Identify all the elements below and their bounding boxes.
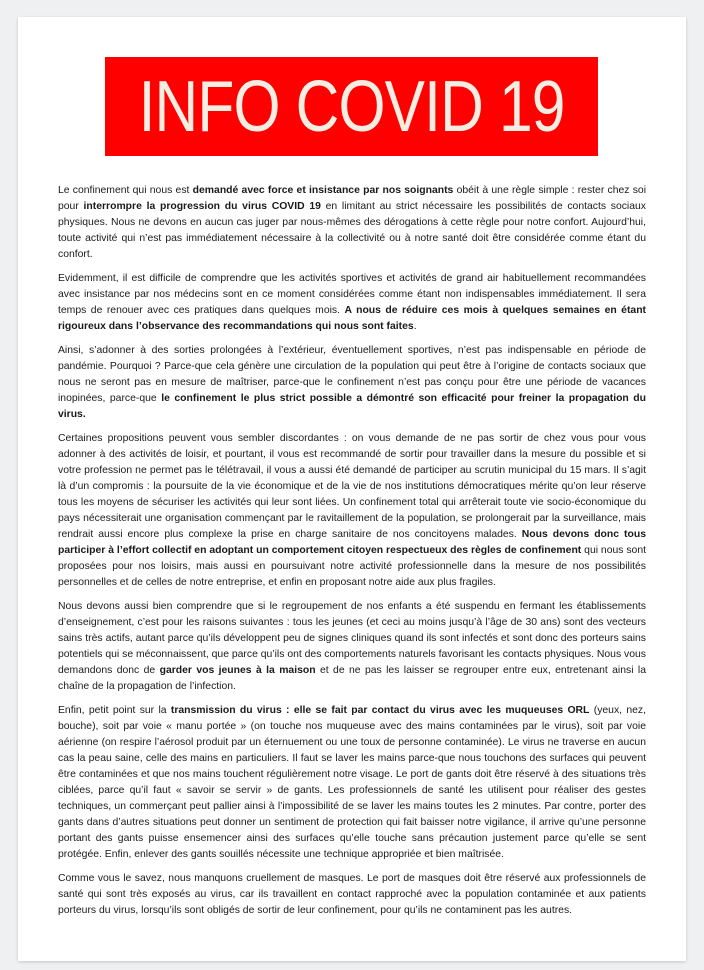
paragraph	[58, 703, 646, 863]
text: Ainsi, s’adonner à des sorties prolongées à l’extérieur, éventuellement sportives, n’est pas indispensable en période de pandémie. Pourquoi ? Parce-que cela génère une circulation de la population qui peut être à l’origine de contacts sociaux que nous ne seront pas en mesure de maîtriser, parce-que le confinement n’est pas conçu pour être une période de vacances inopinées, parce-que	[58, 345, 646, 404]
text: Nous devons aussi bien comprendre que si le regroupement de nos enfants a été suspendu en fermant les établissements d’enseignement, c’est pour les raisons suivantes : tous les jeunes (et ceci au moins jusqu’à l’âge de 30 ans) sont des vecteurs sains très actifs, autant parce qu’ils développent peu de signes cliniques quand ils sont infectés et sont donc des porteurs sains potentiels qui se méconnaissent, que parce qu’ils ont des comportements naturels favorisant les contacts physiques. Nous vous demandons donc de	[58, 601, 646, 676]
text: Evidemment, il est difficile de comprendre que les activités sportives et activités de grand air habituellement recommandées avec insistance par nos médecins sont en ce moment considérées comme étant non indispensables immédiatement. Il sera temps de renouer avec ces pratiques dans quelques mois.	[58, 273, 646, 316]
bold-text: A nous de réduire ces mois à quelques semaines en étant rigoureux dans l’observance des recommandations qui nous sont faites	[58, 305, 647, 332]
text: Le confinement qui nous est	[58, 185, 193, 196]
document-page	[18, 17, 686, 961]
text: obéit à une règle simple : rester chez soi pour	[58, 185, 647, 212]
bold-text: garder vos jeunes à la maison	[159, 665, 316, 676]
paragraph	[58, 431, 646, 591]
bold-text: le confinement le plus strict possible a démontré son efficacité pour freiner la propagation du virus.	[58, 393, 646, 420]
bold-text: demandé avec force et insistance par nos soignants	[192, 185, 454, 196]
paragraph	[58, 271, 646, 335]
text: Certaines propositions peuvent vous sembler discordantes : on vous demande de ne pas sortir de chez vous pour vous adonner à des activités de loisir, et pourtant, il vous est recommandé de sortir pour travailler dans la mesure du possible et si votre profession ne permet pas le télétravail, il vous a aussi été demandé de participer au scrutin municipal du 15 mars. Il s’agit là d’un compromis : la poursuite de la vie économique et de la vie de nos institutions démocratiques mérite qu’on leur réserve tous les moyens de sécuriser les activités qui leur sont liées. Un confinement total qui arrêterait toute vie socio-économique du pays nécessiterait une organisation commençant par le ravitaillement de la population, se prolongerait par la surveillance, mais rendrait aussi encore plus complexe la prise en charge sanitaire de nos concitoyens malades.	[58, 433, 646, 540]
paragraph	[58, 183, 646, 263]
document-body	[58, 183, 646, 927]
text: .	[413, 321, 417, 332]
text: Comme vous le savez, nous manquons cruellement de masques. Le port de masques doit être réservé aux professionnels de santé qui sont très exposés au virus, car ils travaillent en contact rapproché avec la population contaminée et aux patients porteurs du virus, lorsqu’ils sont obligés de sortir de leur confinement, pour qu’ils ne contaminent pas les autres.	[58, 873, 646, 916]
text: (yeux, nez, bouche), soit par voie « manu portée » (on touche nos muqueuse avec des mains contaminées par le virus), soit par voie aérienne (on respire l’aérosol produit par un éternuement ou une toux de personne contaminée). Le virus ne traverse en aucun cas la peau saine, celle des mains en particuliers. Il faut se laver les mains parce-que nous touchons des surfaces qui peuvent être contaminées et que nos mains touchent régulièrement notre visage. Le port de gants doit être réservé à des situations très ciblées, parce qu’il faut « savoir se servir » de gants. Les professionnels de santé les utilisent pour réaliser des gestes techniques, un commerçant peut pallier ainsi à l’impossibilité de se laver les mains toutes les 2 minutes. Par contre, porter des gants dans d’autres situations peut donner un sentiment de protection qui fait baisser notre vigilance, il arrive qu’une personne portant des gants puisse ensemencer ainsi des surfaces qu’elle touche sans précaution justement parce qu’elle se sent protégée. Enfin, enlever des gants souillés nécessite une technique appropriée et bien maîtrisée.	[58, 705, 646, 860]
bold-text: transmission du virus : elle se fait par contact du virus avec les muqueuses ORL	[170, 705, 590, 716]
title-banner	[105, 57, 598, 156]
bold-text: interrompre la progression du virus COVID 19	[83, 201, 321, 212]
text: Enfin, petit point sur la	[58, 705, 171, 716]
paragraph	[58, 343, 646, 423]
bold-text: Nous devons donc tous participer à l’effort collectif en adoptant un comportement citoyen respectueux des règles de confinement	[58, 529, 646, 556]
text: et de ne pas les laisser se regrouper entre eux, entretenant ainsi la chaîne de la propagation de l’infection.	[58, 665, 646, 692]
paragraph	[58, 871, 646, 919]
text: en limitant au strict nécessaire les possibilités de contacts sociaux physiques. Nous ne devons en aucun cas juger par nous-mêmes des dérogations à cette règle pour notre confort. Aujourd’hui, toute activité qui n’est pas immédiatement nécessaire à la collectivité ou à notre santé doit être considérée comme étant du confort.	[58, 201, 646, 260]
document-title: INFO COVID 19	[138, 66, 565, 147]
paragraph	[58, 599, 646, 695]
text: qui nous sont proposées pour nos loisirs, mais aussi en poursuivant notre activité professionnelle dans la mesure de nos possibilités personnelles et de celles de notre entreprise, et enfin en proposant notre aide aux plus fragiles.	[58, 545, 646, 588]
